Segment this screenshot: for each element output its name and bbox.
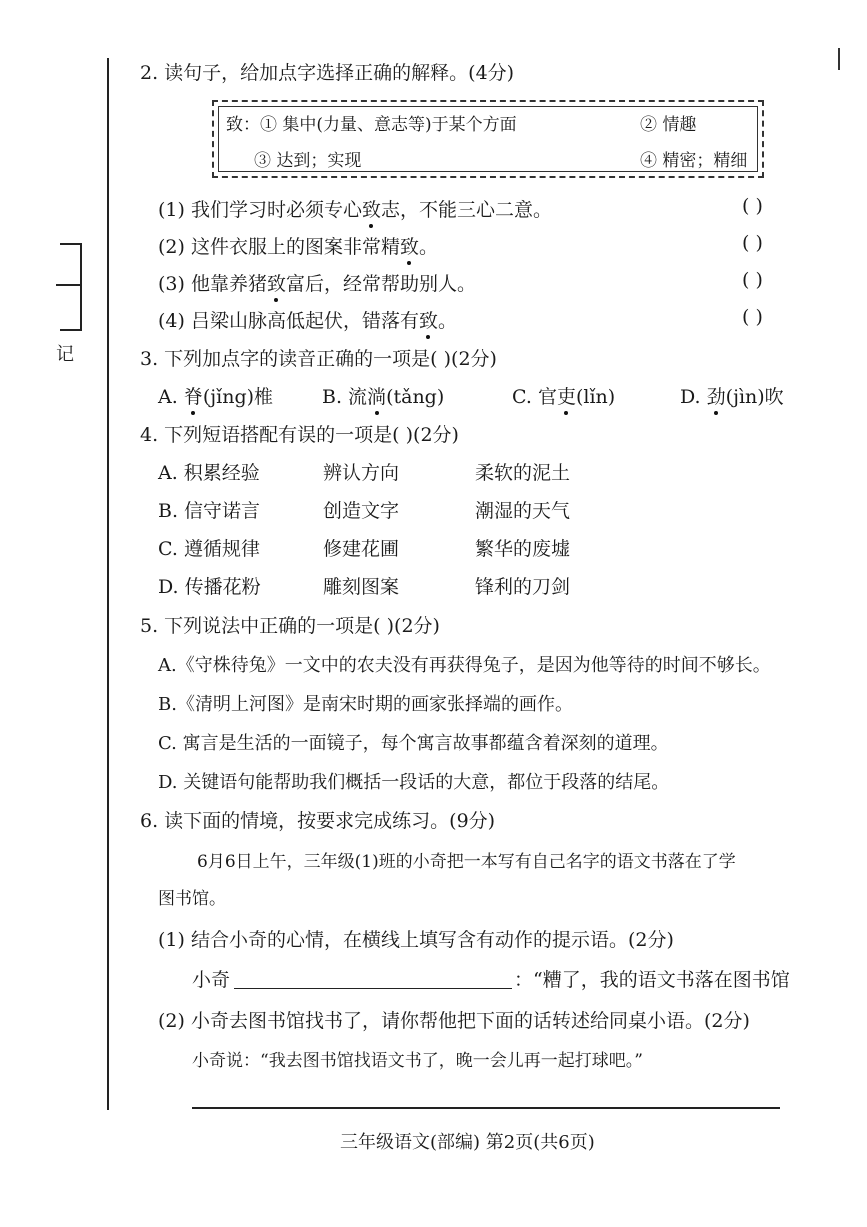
dotted-char: 致 [399, 236, 419, 258]
def-3: ③ 达到；实现 [254, 151, 362, 171]
q4-a-col1[interactable]: A. 积累经验 [158, 462, 260, 484]
q5-option-b[interactable]: B.《清明上河图》是南宋时期的画家张择端的画作。 [158, 694, 573, 715]
q6-context-line1: 6月6日上午，三年级(1)班的小奇把一本写有自己名字的语文书落在了学 [197, 852, 736, 872]
q4-c-col3: 繁华的废墟 [475, 538, 571, 560]
q3-option-c[interactable]: C. 官吏(lǐn) [512, 386, 616, 408]
q4-a-col3: 柔软的泥土 [475, 462, 571, 484]
q2-item-4: (4) 吕梁山脉高低起伏，错落有致。 [158, 310, 457, 332]
dotted-char: 致 [361, 199, 381, 221]
q6-sub1-prompt: (1) 结合小奇的心情，在横线上填写含有动作的提示语。(2分) [158, 929, 674, 951]
dotted-char: 淌 [367, 386, 387, 408]
q2-item-3: (3) 他靠养猪致富后，经常帮助别人。 [158, 273, 476, 295]
corner-mark [838, 48, 840, 70]
q2-answer-2[interactable]: ( ) [742, 232, 763, 254]
q6-sub1-speaker: 小奇 [192, 969, 231, 991]
q6-sub1-answer-line[interactable] [234, 988, 512, 989]
q4-title: 4. 下列短语搭配有误的一项是( )(2分) [140, 424, 459, 446]
q3-title: 3. 下列加点字的读音正确的一项是( )(2分) [140, 348, 497, 370]
dotted-char: 致 [266, 273, 286, 295]
q4-b-col2: 创造文字 [323, 500, 400, 522]
q4-d-col3: 锋利的刀剑 [475, 576, 571, 598]
q6-sub1-quote: ：“糟了，我的语文书落在图书馆 [514, 969, 790, 991]
q2-item-2: (2) 这件衣服上的图案非常精致。 [158, 236, 438, 258]
q5-option-d[interactable]: D. 关键语句能帮助我们概括一段话的大意，都位于段落的结尾。 [158, 772, 670, 793]
q4-c-col2: 修建花圃 [323, 538, 400, 560]
q4-a-col2: 辨认方向 [323, 462, 400, 484]
q4-d-col2: 雕刻图案 [323, 576, 400, 598]
q2-answer-4[interactable]: ( ) [742, 306, 763, 328]
binding-margin-line [107, 58, 109, 1110]
def-4: ④ 精密；精细 [640, 151, 748, 171]
q3-option-a[interactable]: A. 脊(jǐng)椎 [158, 386, 274, 408]
page-footer: 三年级语文(部编) 第2页(共6页) [340, 1132, 595, 1153]
q6-sub2-quote: 小奇说：“我去图书馆找语文书了，晚一会儿再一起打球吧。” [192, 1051, 643, 1071]
footer-divider [192, 1107, 780, 1109]
margin-bracket [60, 243, 82, 331]
dotted-char: 劲 [706, 386, 726, 408]
def-2: ② 情趣 [640, 115, 697, 135]
dotted-char: 吏 [556, 386, 576, 408]
dotted-char: 致 [418, 310, 438, 332]
q6-title: 6. 读下面的情境，按要求完成练习。(9分) [140, 810, 496, 832]
q5-option-a[interactable]: A.《守株待兔》一文中的农夫没有再获得兔子，是因为他等待的时间不够长。 [158, 655, 771, 676]
q4-c-col1[interactable]: C. 遵循规律 [158, 538, 260, 560]
q2-title: 2. 读句子，给加点字选择正确的解释。(4分) [140, 62, 515, 84]
q4-d-col1[interactable]: D. 传播花粉 [158, 576, 261, 598]
q3-option-b[interactable]: B. 流淌(tǎng) [322, 386, 445, 408]
side-label: 记 [56, 344, 74, 365]
q6-context-line2: 图书馆。 [158, 889, 226, 909]
q5-title: 5. 下列说法中正确的一项是( )(2分) [140, 615, 440, 637]
q2-answer-1[interactable]: ( ) [742, 195, 763, 217]
q6-sub2-prompt: (2) 小奇去图书馆找书了，请你帮他把下面的话转述给同桌小语。(2分) [158, 1010, 750, 1032]
q3-option-d[interactable]: D. 劲(jìn)吹 [680, 386, 784, 408]
q4-b-col3: 潮湿的天气 [475, 500, 571, 522]
q4-b-col1[interactable]: B. 信守诺言 [158, 500, 261, 522]
q2-answer-3[interactable]: ( ) [742, 269, 763, 291]
def-1: 致：① 集中(力量、意志等)于某个方面 [226, 115, 517, 135]
margin-bracket-divider [56, 284, 80, 286]
q2-item-1: (1) 我们学习时必须专心致志，不能三心二意。 [158, 199, 552, 221]
dotted-char: 脊 [183, 386, 203, 408]
q5-option-c[interactable]: C. 寓言是生活的一面镜子，每个寓言故事都蕴含着深刻的道理。 [158, 733, 669, 754]
